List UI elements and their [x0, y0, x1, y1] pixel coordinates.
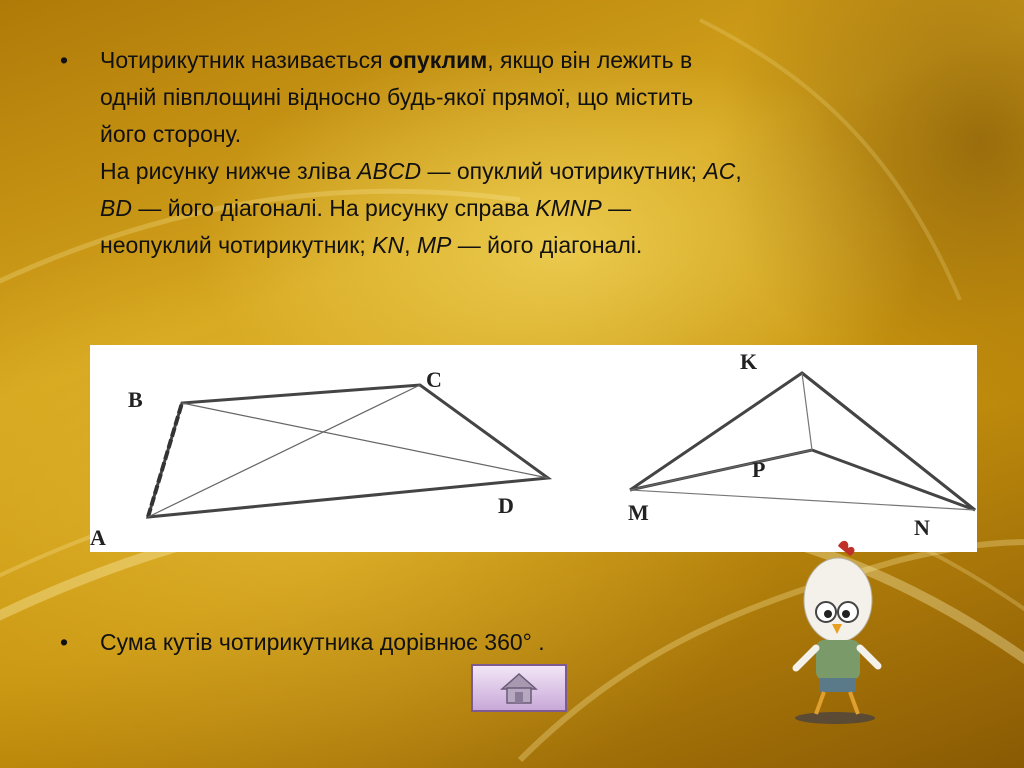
bullet-marker: • [60, 47, 69, 73]
label-b: B [128, 387, 143, 412]
diagonal-kn [802, 373, 975, 510]
bullet-marker: • [60, 629, 69, 655]
label-d: D [498, 493, 514, 518]
paragraph-line-6: неопуклий чотирикутник; KN, MP — його діагоналі. [100, 232, 643, 258]
paragraph-line-3: його сторону. [100, 121, 242, 147]
angle-sum-text: Сума кутів чотирикутника дорівнює 360° . [100, 629, 545, 655]
paragraph-line-4: На рисунку нижче зліва ABCD — опуклий чотирикутник; AC, [100, 158, 742, 184]
quadrilaterals-figure [90, 345, 977, 552]
paragraph-line-2: одній півплощині відносно будь-якої прямої, що містить [100, 84, 694, 110]
label-k: K [740, 349, 758, 374]
term-convex: опуклим [388, 47, 488, 73]
label-n: N [914, 515, 930, 540]
nonconvex-quadrilateral-kmnp [628, 349, 975, 540]
diagonal-bd [182, 403, 548, 478]
angle-sum-bullet [60, 624, 760, 661]
label-c: C [426, 367, 442, 392]
home-icon [499, 671, 539, 705]
chicken-mascot-icon [780, 538, 890, 728]
home-button[interactable] [471, 664, 567, 712]
paragraph-line-5: BD — його діагоналі. На рисунку справа KMNP — [100, 195, 632, 221]
label-a: A [90, 525, 106, 550]
label-p: P [752, 457, 766, 482]
label-m: M [628, 500, 649, 525]
convex-quadrilateral-abcd [90, 367, 548, 550]
paragraph-line-1: Чотирикутник називається опуклим, якщо він лежить в [100, 47, 693, 73]
main-paragraph [60, 42, 940, 264]
